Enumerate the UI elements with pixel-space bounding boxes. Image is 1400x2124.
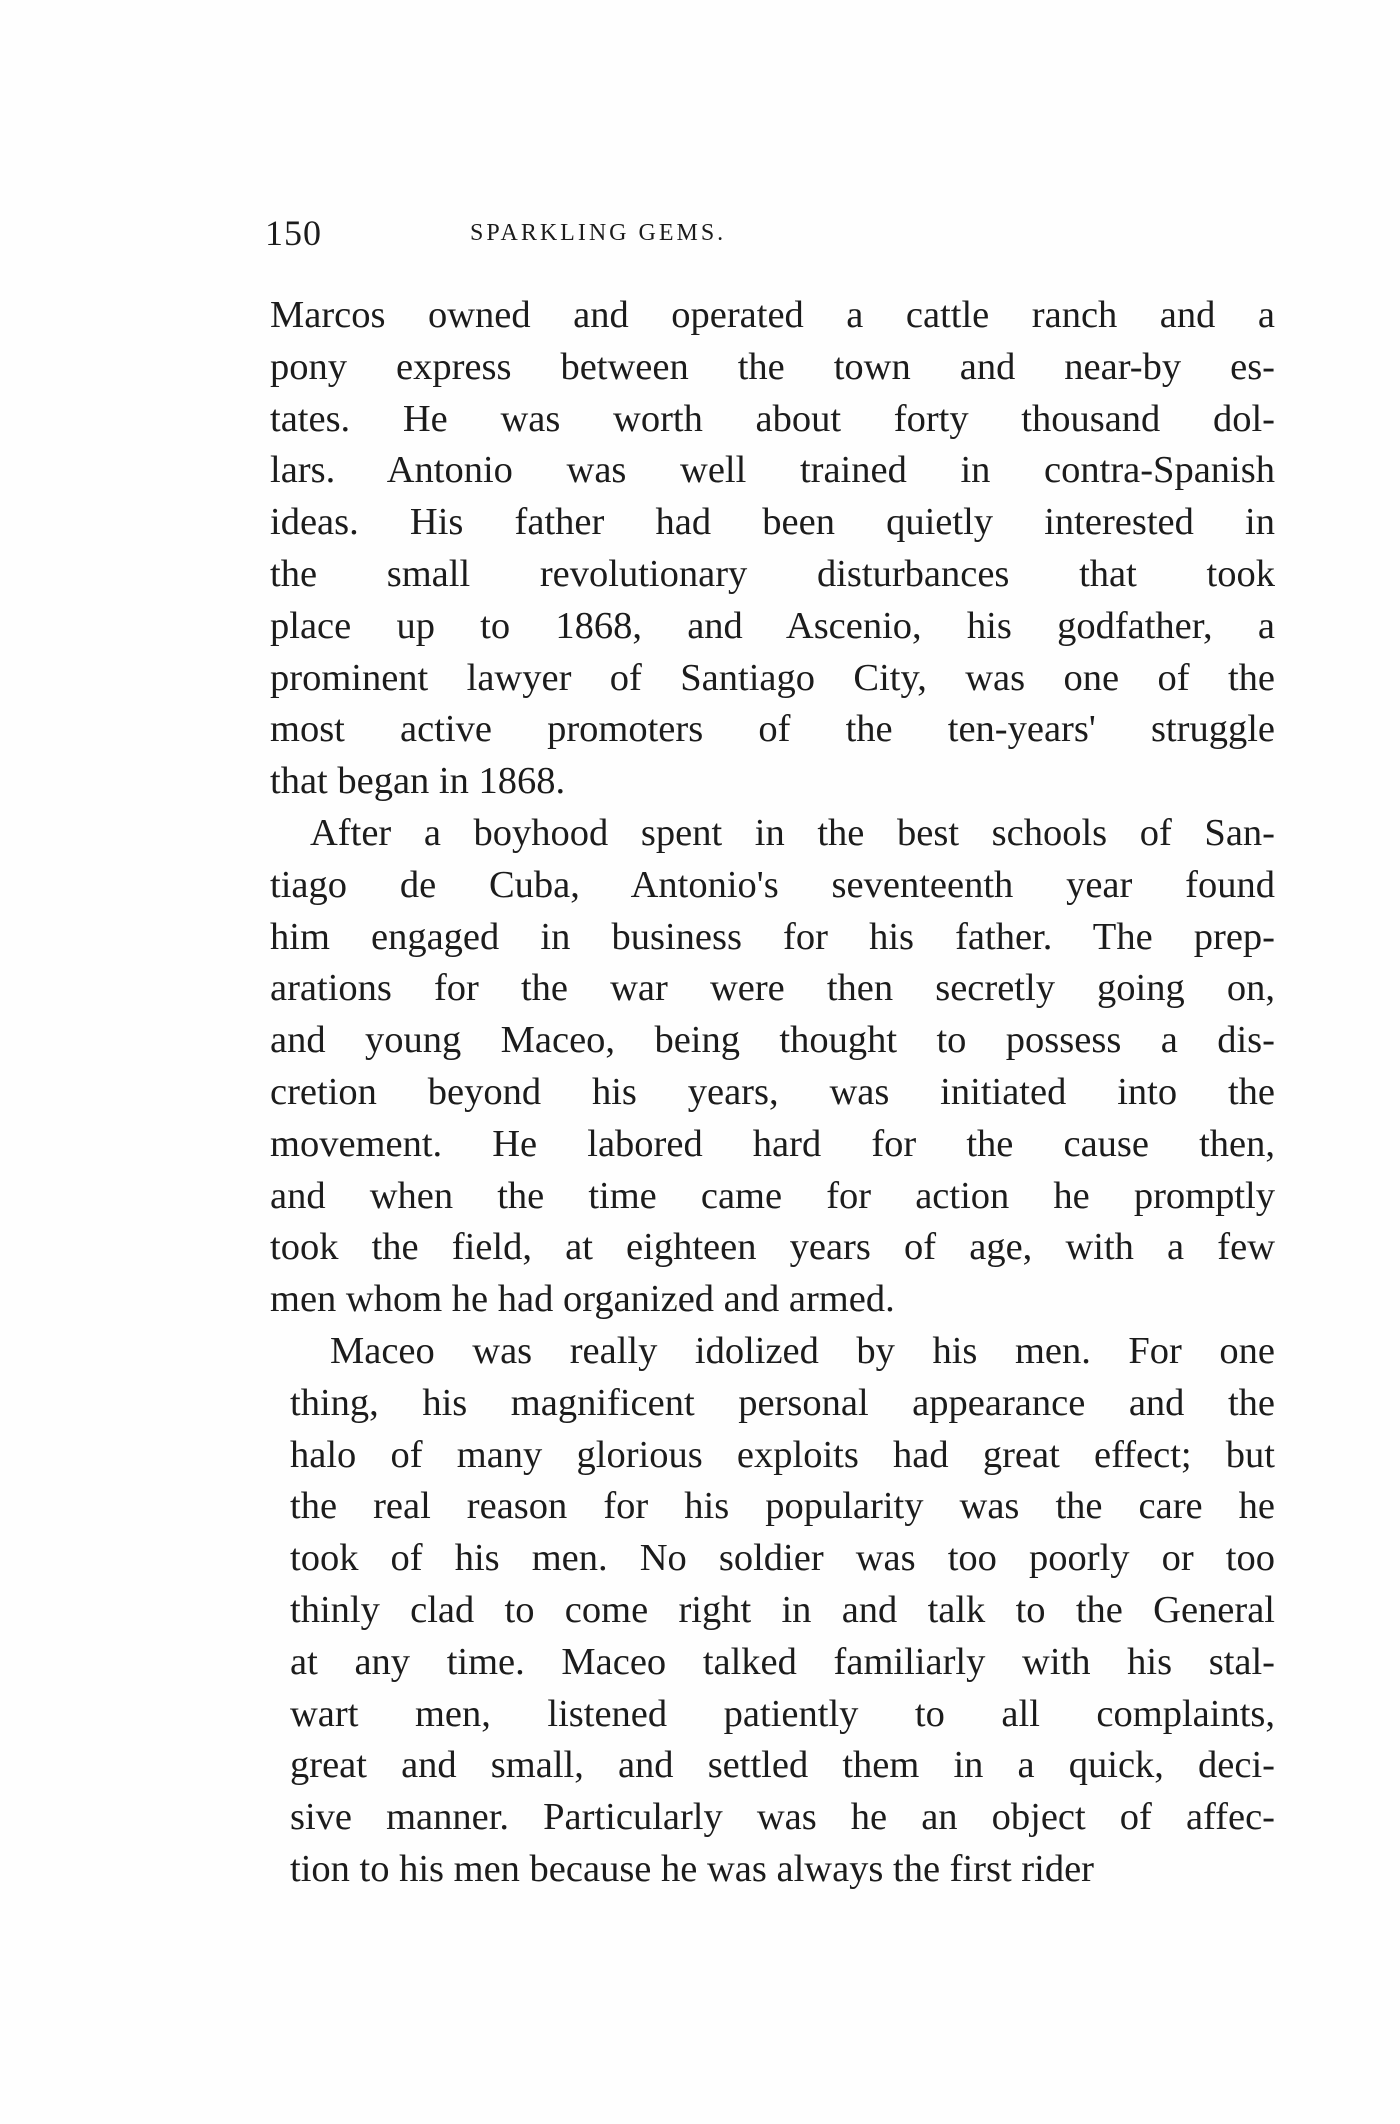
text-line: Marcos owned and operated a cattle ranch and a — [270, 294, 1275, 336]
text-line: the small revolutionary disturbances that took — [270, 552, 1275, 595]
text-line: tates. He was worth about forty thousand dol- — [270, 397, 1275, 440]
text-line: him engaged in business for his father. The prep- — [270, 915, 1275, 958]
text-line: arations for the war were then secretly going on, — [270, 967, 1275, 1010]
text-line: and when the time came for action he promptly — [270, 1174, 1275, 1217]
page-header — [265, 212, 1285, 262]
text-line: that began in 1868. — [270, 760, 566, 803]
text-line: and young Maceo, being thought to possess a dis- — [270, 1019, 1275, 1062]
text-line: cretion beyond his years, was initiated into the — [270, 1070, 1275, 1113]
text-line: Maceo was really idolized by his men. For one — [330, 1329, 1275, 1372]
text-line: most active promoters of the ten-years' struggle — [270, 708, 1275, 751]
paragraph-2 — [270, 808, 1275, 1326]
text-line: thing, his magnificent personal appearance and the — [290, 1381, 1275, 1424]
text-line: prominent lawyer of Santiago City, was one of the — [270, 656, 1275, 699]
paragraph-1 — [270, 290, 1275, 808]
text-line: After a boyhood spent in the best schools of San- — [310, 811, 1275, 854]
text-line: the real reason for his popularity was the care he — [290, 1485, 1275, 1528]
running-head: SPARKLING GEMS. — [470, 220, 727, 246]
text-line: at any time. Maceo talked familiarly with his stal- — [290, 1640, 1275, 1683]
text-line: took of his men. No soldier was too poorly or too — [290, 1537, 1275, 1580]
page-number: 150 — [265, 213, 322, 253]
text-line: tiago de Cuba, Antonio's seventeenth year found — [270, 863, 1275, 906]
text-line: men whom he had organized and armed. — [270, 1278, 895, 1321]
text-line: thinly clad to come right in and talk to the General — [290, 1588, 1275, 1631]
paragraph-3 — [290, 1326, 1275, 1896]
text-line: took the field, at eighteen years of age, with a few — [270, 1226, 1275, 1269]
text-line: halo of many glorious exploits had great effect; but — [290, 1433, 1275, 1476]
text-line: tion to his men because he was always the first rider — [290, 1847, 1094, 1890]
text-line: pony express between the town and near-by es- — [270, 345, 1275, 388]
text-line: sive manner. Particularly was he an object of affec- — [290, 1796, 1275, 1839]
text-line: wart men, listened patiently to all complaints, — [290, 1692, 1275, 1735]
text-line: place up to 1868, and Ascenio, his godfather, a — [270, 604, 1275, 647]
text-line: movement. He labored hard for the cause then, — [270, 1122, 1275, 1165]
body-text — [270, 290, 1275, 1896]
text-line: ideas. His father had been quietly interested in — [270, 501, 1275, 544]
text-line: great and small, and settled them in a quick, deci- — [290, 1744, 1275, 1787]
text-line: lars. Antonio was well trained in contra-Spanish — [270, 449, 1275, 492]
